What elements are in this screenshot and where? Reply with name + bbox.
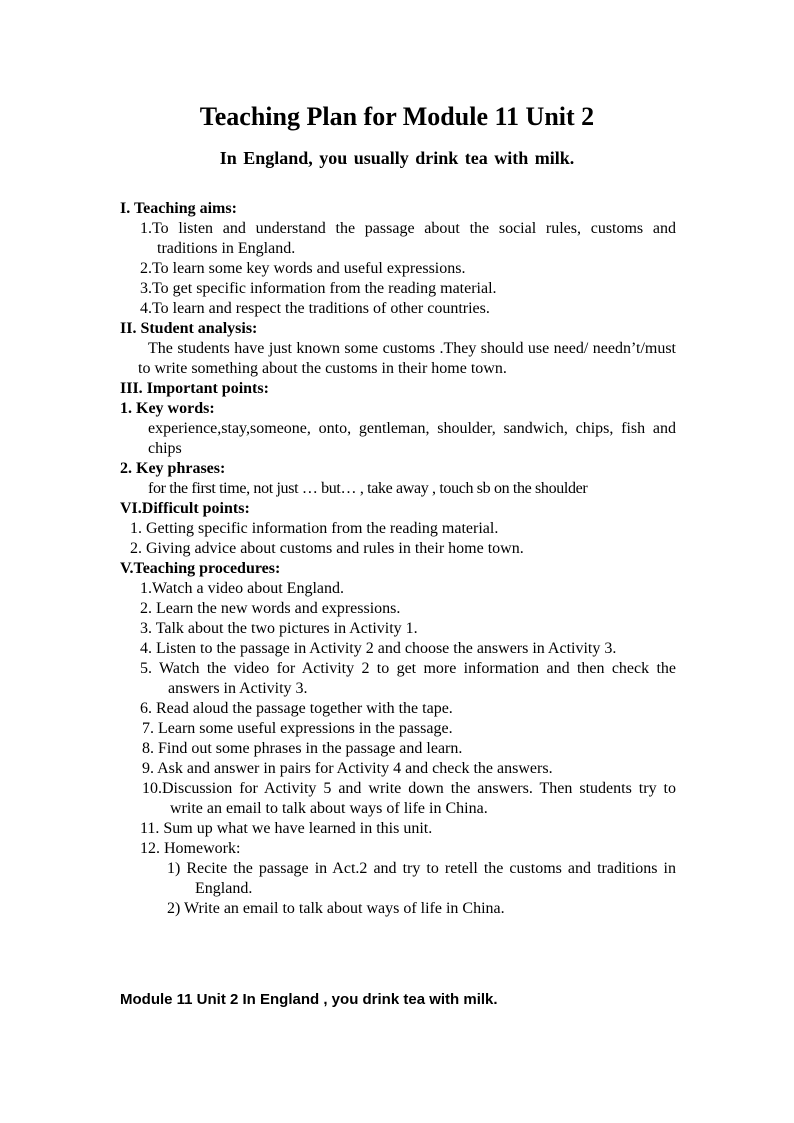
lesson-plan-body xyxy=(120,199,676,919)
procedure-item-12: 12. Homework: xyxy=(140,840,241,857)
procedure-item-7: 7. Learn some useful expressions in the passage. xyxy=(142,720,453,737)
procedure-item-1: 1.Watch a video about England. xyxy=(140,580,344,597)
procedure-item-10: 10.Discussion for Activity 5 and write down the answers. Then students try to write an email to talk about ways of life in China. xyxy=(142,780,676,817)
procedure-item-5: 5. Watch the video for Activity 2 to get more information and then check the answers in Activity 3. xyxy=(140,660,676,697)
procedure-item-11: 11. Sum up what we have learned in this unit. xyxy=(140,820,433,837)
procedure-item-9: 9. Ask and answer in pairs for Activity 4 and check the answers. xyxy=(142,760,553,777)
section-heading-teaching-aims: I. Teaching aims: xyxy=(120,200,237,217)
procedure-item-6: 6. Read aloud the passage together with the tape. xyxy=(140,700,453,717)
homework-item-1: 1) Recite the passage in Act.2 and try to retell the customs and traditions in England. xyxy=(167,860,676,897)
page-subtitle: In England, you usually drink tea with milk. xyxy=(219,148,575,168)
section-heading-teaching-procedures: V.Teaching procedures: xyxy=(120,560,281,577)
key-words-label: 1. Key words: xyxy=(120,400,215,417)
procedure-item-8: 8. Find out some phrases in the passage and learn. xyxy=(142,740,463,757)
aim-item-4: 4.To learn and respect the traditions of other countries. xyxy=(140,300,490,317)
aim-item-2: 2.To learn some key words and useful expressions. xyxy=(140,260,466,277)
procedure-item-4: 4. Listen to the passage in Activity 2 and choose the answers in Activity 3. xyxy=(140,640,617,657)
section-heading-difficult-points: VI.Difficult points: xyxy=(120,500,250,517)
procedure-item-2: 2. Learn the new words and expressions. xyxy=(140,600,401,617)
page-title: Teaching Plan for Module 11 Unit 2 xyxy=(199,102,595,131)
homework-item-2: 2) Write an email to talk about ways of life in China. xyxy=(167,900,505,917)
procedure-item-3: 3. Talk about the two pictures in Activity 1. xyxy=(140,620,418,637)
difficult-item-1: 1. Getting specific information from the reading material. xyxy=(130,520,499,537)
section-heading-student-analysis: II. Student analysis: xyxy=(120,320,258,337)
aim-item-1: 1.To listen and understand the passage about the social rules, customs and traditions in England. xyxy=(140,220,676,257)
document-footer: Module 11 Unit 2 In England , you drink tea with milk. xyxy=(120,991,498,1008)
section-heading-important-points: III. Important points: xyxy=(120,380,269,397)
student-analysis-text: The students have just known some customs .They should use need/ needn’t/must to write something about the customs in their home town. xyxy=(138,340,676,377)
aim-item-3: 3.To get specific information from the reading material. xyxy=(140,280,497,297)
key-phrases-label: 2. Key phrases: xyxy=(120,460,226,477)
difficult-item-2: 2. Giving advice about customs and rules in their home town. xyxy=(130,540,524,557)
key-words-text: experience,stay,someone, onto, gentleman, shoulder, sandwich, chips, fish and chips xyxy=(148,420,676,457)
key-phrases-text: for the first time, not just … but… , take away , touch sb on the shoulder xyxy=(148,480,588,497)
